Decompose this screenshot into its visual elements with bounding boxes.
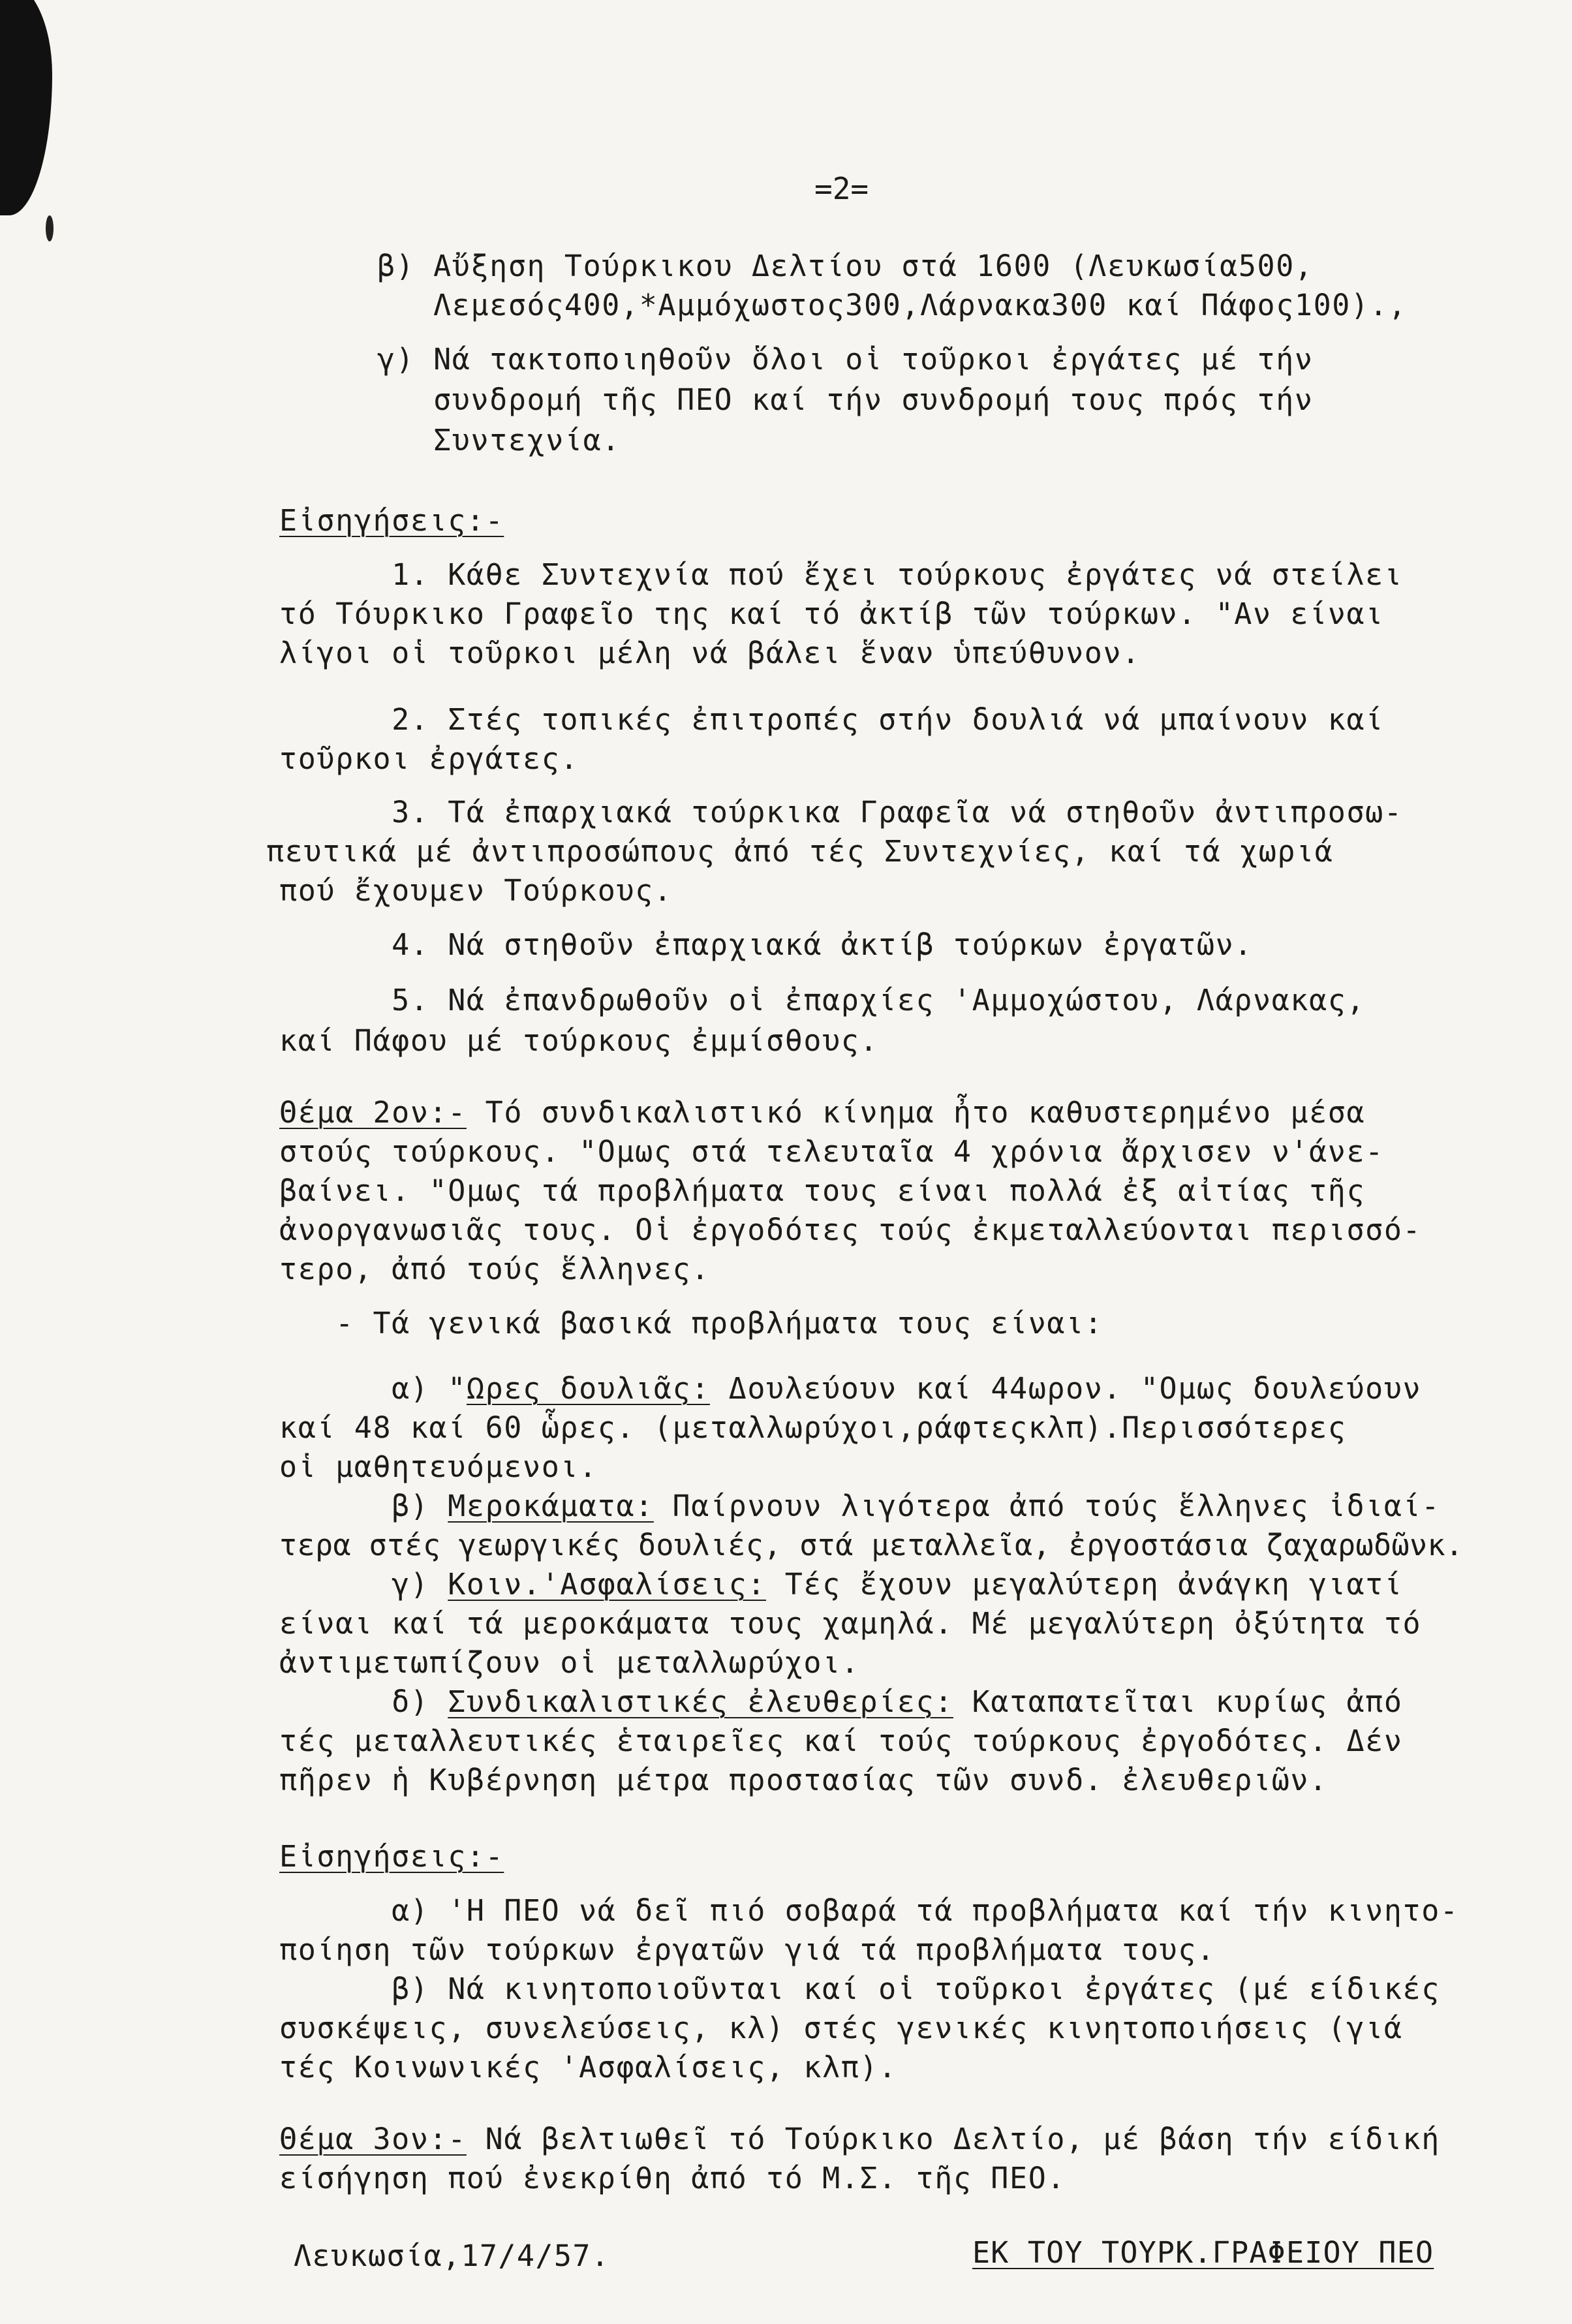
item-b-line-1: β) Αὔξηση Τούρκικου Δελτίου στά 1600 (Λευκωσία500,	[377, 249, 1314, 283]
proposal-4-line-1: 4. Νά στηθοῦν ἐπαρχιακά ἀκτίβ τούρκων ἐργατῶν.	[279, 927, 1253, 962]
signature-line: ΕΚ ΤΟΥ ΤΟΥΡΚ.ΓΡΑΦΕΙΟΥ ΠΕΟ	[972, 2235, 1434, 2270]
problem-d-label: Συνδικαλιστικές ἐλευθερίες:	[448, 1684, 953, 1719]
theme-2-line-5: τερο, ἀπό τούς ἕλληνες.	[279, 1252, 710, 1286]
problem-b-line-2: τερα στές γεωργικές δουλιές, στά μεταλλεῖα, ἐργοστάσια ζαχαρωδῶνκ.	[279, 1528, 1464, 1562]
theme-3-label: Θέμα 3ον:-	[279, 2122, 467, 2156]
proposal-3-line-1: 3. Τά ἐπαρχιακά τούρκικα Γραφεῖα νά στηθοῦν ἀντιπροσω-	[279, 795, 1403, 829]
scan-ink-mark	[46, 215, 54, 241]
proposal-2a-line-1: α) 'Η ΠΕΟ νά δεῖ πιό σοβαρά τά προβλήματα καί τήν κινητο-	[279, 1893, 1459, 1928]
item-g-line-3: Συντεχνία.	[377, 423, 621, 457]
problem-b-label: Μεροκάματα:	[448, 1489, 654, 1523]
proposal-1-line-1: 1. Κάθε Συντεχνία πού ἔχει τούρκους ἐργάτες νά στείλει	[279, 557, 1403, 592]
theme-2-label: Θέμα 2ον:-	[279, 1095, 467, 1130]
problem-c-line-1: γ) Κοιν.'Ασφαλίσεις: Τές ἔχουν μεγαλύτερη ἀνάγκη γιατί	[279, 1567, 1403, 1602]
proposal-3-line-2: πευτικά μέ ἀντιπροσώπους ἀπό τές Συντεχνίες, καί τά χωριά	[266, 834, 1334, 869]
problem-d-line-3: πῆρεν ἡ Κυβέρνηση μέτρα προστασίας τῶν συνδ. ἐλευθεριῶν.	[279, 1763, 1328, 1797]
problem-a-label: Ωρες δουλιᾶς:	[466, 1371, 710, 1406]
item-g-line-2: συνδρομή τῆς ΠΕΟ καί τήν συνδρομή τους πρός τήν	[377, 382, 1314, 417]
theme-3-line-1: Θέμα 3ον:- Νά βελτιωθεῖ τό Τούρκικο Δελτίο, μέ βάση τήν είδική	[279, 2122, 1440, 2156]
section-heading-proposals-1: Εἰσηγήσεις:-	[279, 503, 504, 538]
theme-2-line-4: ἀνοργανωσιᾶς τους. Οἱ ἐργοδότες τούς ἐκμεταλλεύονται περισσό-	[279, 1213, 1422, 1247]
proposal-1-line-2: τό Τόυρκικο Γραφεῖο της καί τό ἀκτίβ τῶν τούρκων. "Αν είναι	[279, 596, 1384, 631]
section-heading-proposals-2: Εἰσηγήσεις:-	[279, 1839, 504, 1874]
proposal-1-line-3: λίγοι οἱ τοῦρκοι μέλη νά βάλει ἕναν ὑπεύθυνον.	[279, 636, 1141, 670]
problem-a-line-3: οἱ μαθητευόμενοι.	[279, 1449, 598, 1484]
proposal-2a-line-2: ποίηση τῶν τούρκων ἐργατῶν γιά τά προβλήματα τους.	[279, 1932, 1216, 1967]
item-g-line-1: γ) Νά τακτοποιηθοῦν ὅλοι οἱ τοῦρκοι ἐργάτες μέ τήν	[377, 342, 1314, 377]
theme-2-line-1: Θέμα 2ον:- Τό συνδικαλιστικό κίνημα ἦτο καθυστερημένο μέσα	[279, 1095, 1366, 1130]
problem-a-line-1: α) "Ωρες δουλιᾶς: Δουλεύουν καί 44ωρον. "Ομως δουλεύουν	[279, 1371, 1422, 1406]
proposal-2b-line-1: β) Νά κινητοποιοῦνται καί οἱ τοῦρκοι ἐργάτες (μέ είδικές	[279, 1972, 1440, 2006]
theme-3-line-2: είσήγηση πού ἐνεκρίθη ἀπό τό Μ.Σ. τῆς ΠΕΟ.	[279, 2161, 1066, 2195]
proposal-2-line-2: τοῦρκοι ἐργάτες.	[279, 741, 579, 776]
proposal-2b-line-2: συσκέψεις, συνελεύσεις, κλ) στές γενικές κινητοποιήσεις (γιά	[279, 2011, 1403, 2045]
document-date: Λευκωσία,17/4/57.	[294, 2239, 610, 2273]
problem-c-line-2: είναι καί τά μεροκάματα τους χαμηλά. Μέ μεγαλύτερη ὀξύτητα τό	[279, 1606, 1422, 1641]
proposal-2-line-1: 2. Στές τοπικές ἐπιτροπές στήν δουλιά νά μπαίνουν καί	[279, 702, 1384, 737]
problem-d-line-1: δ) Συνδικαλιστικές ἐλευθερίες: Καταπατεῖται κυρίως ἀπό	[279, 1684, 1403, 1719]
problem-c-line-3: ἀντιμετωπίζουν οἱ μεταλλωρύχοι.	[279, 1645, 860, 1680]
page-number: =2=	[814, 171, 869, 206]
proposal-5-line-1: 5. Νά ἐπανδρωθοῦν οἱ ἐπαρχίες 'Αμμοχώστου, Λάρνακας,	[279, 983, 1366, 1017]
proposal-3-line-3: πού ἔχουμεν Τούρκους.	[279, 873, 673, 908]
theme-2-line-2: στούς τούρκους. "Ομως στά τελευταῖα 4 χρόνια ἄρχισεν ν'άνε-	[279, 1134, 1384, 1169]
proposal-5-line-2: καί Πάφου μέ τούρκους ἐμμίσθους.	[279, 1023, 879, 1058]
problem-d-line-2: τές μεταλλευτικές ἑταιρεῖες καί τούς τούρκους ἐργοδότες. Δέν	[279, 1724, 1403, 1758]
theme-2-line-3: βαίνει. "Ομως τά προβλήματα τους είναι πολλά ἐξ αἰτίας τῆς	[279, 1173, 1366, 1208]
proposal-2b-line-3: τές Κοινωνικές 'Ασφαλίσεις, κλπ).	[279, 2050, 897, 2084]
problems-intro: - Τά γενικά βασικά προβλήματα τους είναι:	[279, 1306, 1103, 1340]
item-b-line-2: Λεμεσός400,*Αμμόχωστος300,Λάρνακα300 καί Πάφος100).,	[377, 288, 1408, 322]
problem-b-line-1: β) Μεροκάματα: Παίρνουν λιγότερα ἀπό τούς ἕλληνες ἰδιαί-	[279, 1489, 1440, 1523]
scan-ink-smudge	[0, 0, 52, 215]
problem-c-label: Κοιν.'Ασφαλίσεις:	[448, 1567, 767, 1602]
problem-a-line-2: καί 48 καί 60 ὧρες. (μεταλλωρύχοι,ράφτεςκλπ).Περισσότερες	[279, 1410, 1347, 1445]
